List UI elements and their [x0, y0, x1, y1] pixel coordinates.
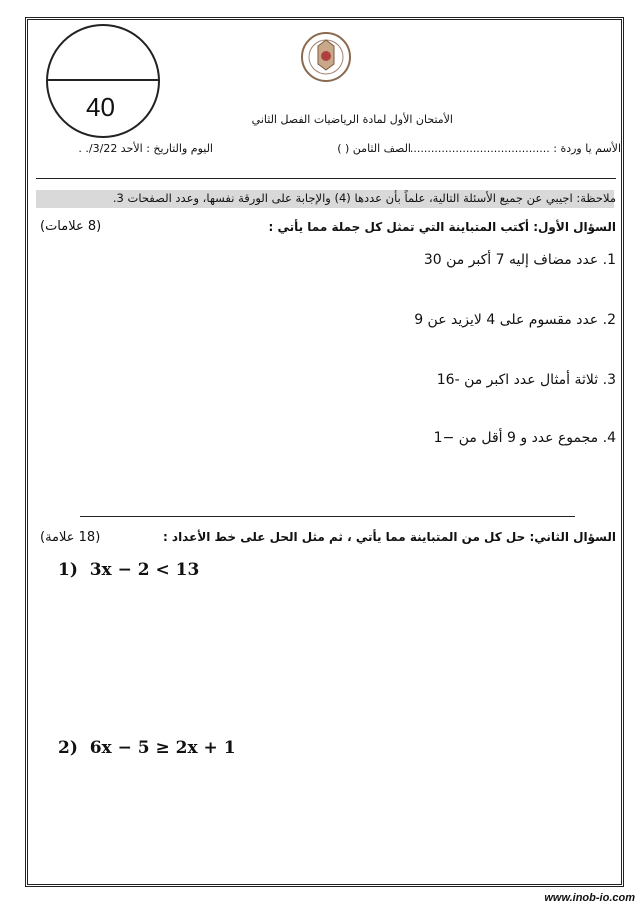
q2-item-2: 2) 6x − 5 ≥ 2x + 1 — [58, 738, 236, 758]
q1-title: السؤال الأول: أكتب المتباينة التي تمثل كل جملة مما يأتي : — [268, 220, 616, 234]
q1-item: 1. عدد مضاف إليه 7 أكبر من 30 — [423, 252, 616, 268]
exam-title: الأمتحان الأول لمادة الرياضيات الفصل الثاني — [251, 113, 453, 126]
q2-title: السؤال الثاني: حل كل من المتباينة مما يأتي ، ثم مثل الحل على خط الأعداد : — [162, 530, 616, 544]
divider — [80, 516, 575, 517]
q1-item: 2. عدد مقسوم على 4 لايزيد عن 9 — [414, 312, 616, 328]
name-field: الأسم يا وردة : ........................................ — [409, 142, 621, 155]
divider — [36, 178, 616, 179]
score: 40 — [86, 92, 115, 122]
date-field: اليوم والتاريخ : الأحد 3/22/. . — [78, 142, 213, 155]
q2-item-1: 1) 3x − 2 < 13 — [58, 560, 200, 580]
q1-item: 3. ثلاثة أمثال عدد اكبر من -16 — [436, 372, 616, 388]
class-field: الصف الثامن ( ) — [337, 142, 411, 155]
watermark: www.inob-io.com — [544, 892, 635, 904]
q1-item: 4. مجموع عدد و 9 أقل من −1 — [433, 430, 616, 446]
q2-marks: (18 علامة) — [40, 530, 101, 545]
q1-marks: (8 علامات) — [40, 219, 102, 234]
note-text: ملاحظة: اجيبي عن جميع الأسئلة التالية، علماً بأن عددها (4) والإجابة على الورقة نفسها، وعدد الصفحات 3. — [112, 191, 616, 205]
ministry-logo-icon — [300, 30, 352, 84]
